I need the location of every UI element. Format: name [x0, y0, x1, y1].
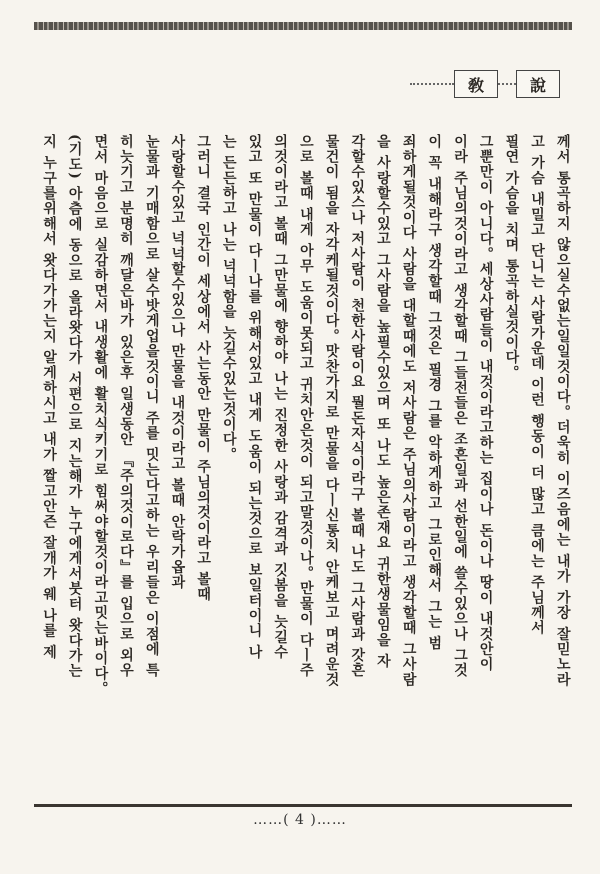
text-column: 께서 통곡하지 않으실수없는일일것이다。더욱히 이즈음에는 내가 가장 잘믿노라 [554, 134, 571, 688]
text-column: 히늣기고 분명히 깨달은바가 있은후 일생동안 『주의것이로다』를 입으로 외우 [118, 134, 135, 679]
text-column: 고 가슴 내밀고 단니는 사람가운데 이런 행동이 더 많고 큼에는 주님께서 [529, 134, 546, 636]
text-column: 이라 주님의것이라고 생각할때 그들전들은 조흔일과 선한일에 쓸수있으나 그것 [452, 134, 468, 679]
section-header [410, 70, 560, 98]
text-column: 이 꼭 내해라구 생각할때 그것은 필경 그를 악하게하고 그로인해서 그는 범 [426, 134, 443, 651]
text-column: (기도) 아츰에 동으로 올라왓다가 서편으로 지는해가 누구에게서붓터 왓다가는 [66, 134, 83, 679]
text-column: 지 누구를위해서 왓다가가는지 알게하시고 내가 짤고안즌 잘개가 웨 나를 제 [41, 134, 57, 660]
text-column: 죄하게될것이다 사람을 대할때에도 저사람은 주님의사람이라고 생각할때 그사람 [400, 134, 417, 688]
text-column: 면서 마음으로 실감하면서 내생활에 활치식키기로 힘써야할것이라고밋는바이다。 [92, 134, 109, 697]
text-column: 는 든든하고 나는 넉넉함을 늣길수있는것이다。 [220, 134, 237, 463]
text-column: 을 사랑할수있고 그사람을 높필수있으며 또 나도 높은존재요 귀한생물임을 자 [374, 134, 391, 669]
text-column: 있고 또 만물이 다ㅣ나를 위해서있고 내게 도움이 되는것으로 보일터이니 나 [246, 134, 263, 660]
bottom-border-rule [34, 804, 572, 807]
header-dotted-line-left [410, 83, 454, 85]
text-column: 필연 가슴을 치며 통곡하실것이다。 [503, 134, 520, 381]
vertical-body-text [40, 134, 572, 794]
text-column: 각할수있스나 저사람이 천한사람이요 뭘돈자식이라구 볼때 나도 그사람과 갓흔 [349, 134, 366, 679]
text-column: 그뿐만이 아니다。세상사람들이 내것이라고하는 집이나 돈이나 땅이 내것안이 [477, 134, 494, 673]
top-border-rule [34, 22, 572, 30]
header-dotted-line-middle [498, 83, 516, 85]
text-column: 의것이라고 볼때 그만물에 향하야 나는 진정한 사랑과 감격과 깃봄을 늣길수 [272, 134, 289, 660]
header-char-box-1: 敎 [454, 70, 498, 98]
header-char-box-2: 說 [516, 70, 560, 98]
page-number: ……( 4 )…… [253, 812, 347, 828]
text-column: 눈물과 기매함으로 살수밧게업을것이니 주를 밋는다고하는 우리들은 이점에 특 [143, 134, 160, 679]
text-column: 으로 볼때 내게 아무 도움이못되고 귀치안은것이 되고말것이나。만물이 다ㅣ주 [297, 134, 314, 679]
text-column: 그러니 결국 인간이 세상에서 사는동안 만물이 주님의것이라고 볼때 [195, 134, 212, 603]
text-column: 물건이 됨을 자각케될것이다。맛찬가지로 만물을 다ㅣ신통치 안케보고 며려운것 [323, 134, 340, 688]
text-column: 사랑할수있고 넉넉할수있으나 만물을 내것이라고 볼때 안락가옵과 [169, 134, 186, 590]
